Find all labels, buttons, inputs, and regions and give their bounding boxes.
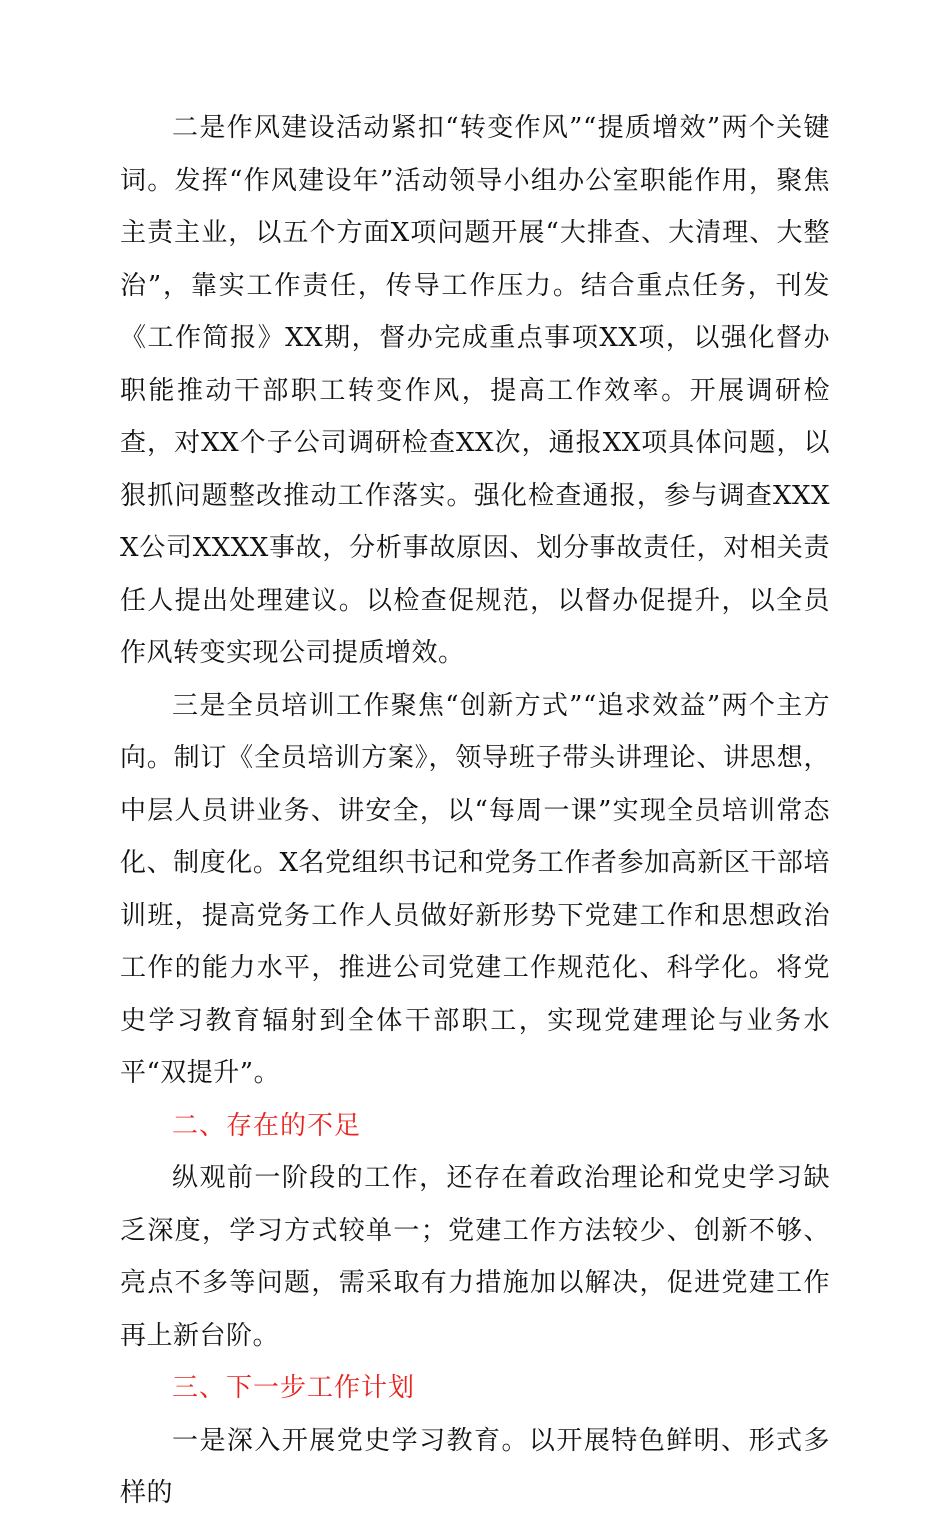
document-page (120, 102, 830, 1520)
section-heading-next-plan: 三、下一步工作计划 (172, 1373, 416, 1403)
paragraph-next-plan: 一是深入开展党史学习教育。以开展特色鲜明、形式多样的 (120, 1425, 830, 1508)
paragraph-work-style: 二是作风建设活动紧扣“转变作风”“提质增效”两个关键词。发挥“作风建设年”活动领导小组办公室职能作用，聚焦主责主业，以五个方面X项问题开展“大排查、大清理、大整治”，靠实工作责任，传导工作压力。结合重点任务，刊发《工作简报》XX期，督办完成重点事项XX项，以强化督办职能推动干部职工转变作风，提高工作效率。开展调研检查，对XX个子公司调研检查XX次，通报XX项具体问题，以狠抓问题整改推动工作落实。强化检查通报，参与调查XXXX公司XXXX事故，分析事故原因、划分事故责任，对相关责任人提出处理建议。以检查促规范，以督办促提升，以全员作风转变实现公司提质增效。 (120, 113, 830, 668)
paragraph-staff-training: 三是全员培训工作聚焦“创新方式”“追求效益”两个主方向。制订《全员培训方案》，领导班子带头讲理论、讲思想，中层人员讲业务、讲安全，以“每周一课”实现全员培训常态化、制度化。X名党组织书记和党务工作者参加高新区干部培训班，提高党务工作人员做好新形势下党建工作和思想政治工作的能力水平，推进公司党建工作规范化、科学化。将党史学习教育辐射到全体干部职工，实现党建理论与业务水平“双提升”。 (120, 690, 830, 1088)
paragraph-shortcomings: 纵观前一阶段的工作，还存在着政治理论和党史学习缺乏深度，学习方式较单一；党建工作方法较少、创新不够、亮点不多等问题，需采取有力措施加以解决，促进党建工作再上新台阶。 (120, 1163, 830, 1351)
section-heading-shortcomings: 二、存在的不足 (172, 1110, 362, 1141)
